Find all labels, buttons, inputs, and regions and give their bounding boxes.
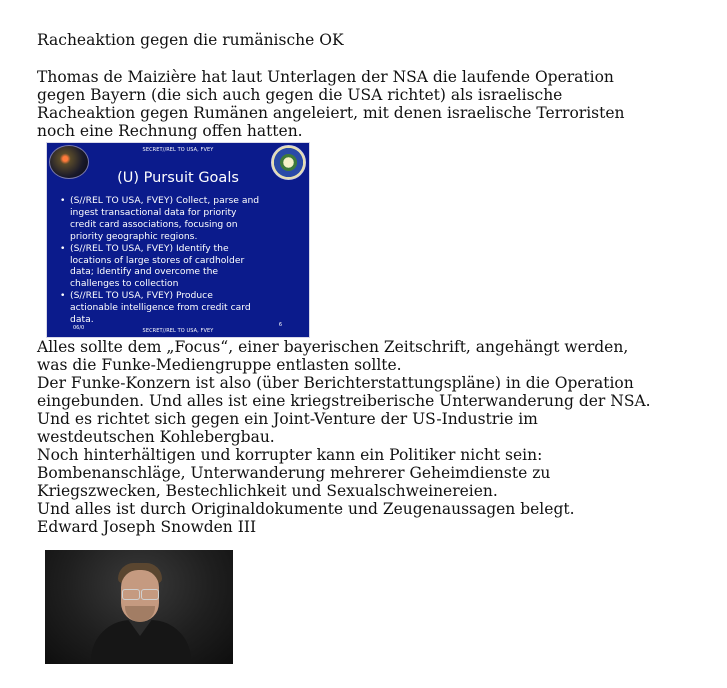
slide-classification-bottom: SECRET//REL TO USA, FVEY <box>142 328 214 334</box>
body-line: Bombenanschläge, Unterwanderung mehrerer Geheimdienste zu <box>37 464 551 482</box>
body-line: Noch hinterhältigen und korrupter kann ein Politiker nicht sein: <box>37 446 543 464</box>
intro-line: Thomas de Maizière hat laut Unterlagen der NSA die laufende Operation <box>37 68 614 86</box>
intro-line: noch eine Rechnung offen hatten. <box>37 122 303 140</box>
body-line: Alles sollte dem „Focus“, einer bayerischen Zeitschrift, angehängt werden, <box>37 338 629 356</box>
body-line: Und alles ist durch Originaldokumente und Zeugenaussagen belegt. <box>37 500 575 518</box>
intro-paragraph <box>37 68 717 140</box>
bullet-icon: • <box>60 242 66 254</box>
slide-bullet-line: credit card associations, focusing on <box>70 218 238 230</box>
bullet-icon: • <box>60 290 66 302</box>
body-line: Kriegszwecken, Bestechlichkeit und Sexualschweinereien. <box>37 482 498 500</box>
slide-footmark: 06/0 <box>73 325 85 331</box>
slide-bullet-line: data; Identify and overcome the <box>70 266 219 278</box>
slide-bullet-line: ingest transactional data for priority <box>70 206 237 218</box>
slide-bullet-line: (S//REL TO USA, FVEY) Collect, parse and <box>70 195 260 206</box>
body-line: Und es richtet sich gegen ein Joint-Venture der US-Industrie im <box>37 410 538 428</box>
slide-bullet-line: data. <box>70 314 94 326</box>
slide-bullet-list <box>60 195 282 326</box>
portrait-photo <box>45 550 233 664</box>
slide-heading: (U) Pursuit Goals <box>117 170 239 186</box>
slide-bullet-line: (S//REL TO USA, FVEY) Identify the <box>70 242 229 254</box>
slide-bullet <box>60 195 282 243</box>
slide-bullet <box>60 290 282 326</box>
document-page <box>37 31 717 664</box>
body-line: Der Funke-Konzern ist also (über Berichterstattungspläne) in die Operation <box>37 374 634 392</box>
slide-bullet-line: actionable intelligence from credit card <box>70 302 251 314</box>
slide-page-number: 6 <box>278 322 282 328</box>
nsa-slide-image <box>46 142 310 338</box>
slide-bullet-line: (S//REL TO USA, FVEY) Produce <box>70 290 213 302</box>
body-line: was die Funke-Mediengruppe entlasten sollte. <box>37 356 402 374</box>
body-line: eingebunden. Und alles ist eine kriegstreiberische Unterwanderung der NSA. <box>37 392 651 410</box>
body-line: westdeutschen Kohlebergbau. <box>37 428 275 446</box>
glasses-icon <box>121 589 160 599</box>
intro-line: Racheaktion gegen Rumänen angeleiert, mit denen israelische Terroristen <box>37 104 625 122</box>
slide-bullet-line: challenges to collection <box>70 278 179 290</box>
slide-bullet-line: priority geographic regions. <box>70 230 198 242</box>
author-signature: Edward Joseph Snowden III <box>37 518 257 536</box>
slide-bullet <box>60 242 282 291</box>
slide-bullet-line: locations of large stores of cardholder <box>70 254 245 266</box>
slide-classification-top: SECRET//REL TO USA, FVEY <box>142 147 214 153</box>
body-paragraph <box>37 338 717 536</box>
article-title: Racheaktion gegen die rumänische OK <box>37 31 344 49</box>
bullet-icon: • <box>60 195 66 206</box>
intro-line: gegen Bayern (die sich auch gegen die USA richtet) als israelische <box>37 86 563 104</box>
